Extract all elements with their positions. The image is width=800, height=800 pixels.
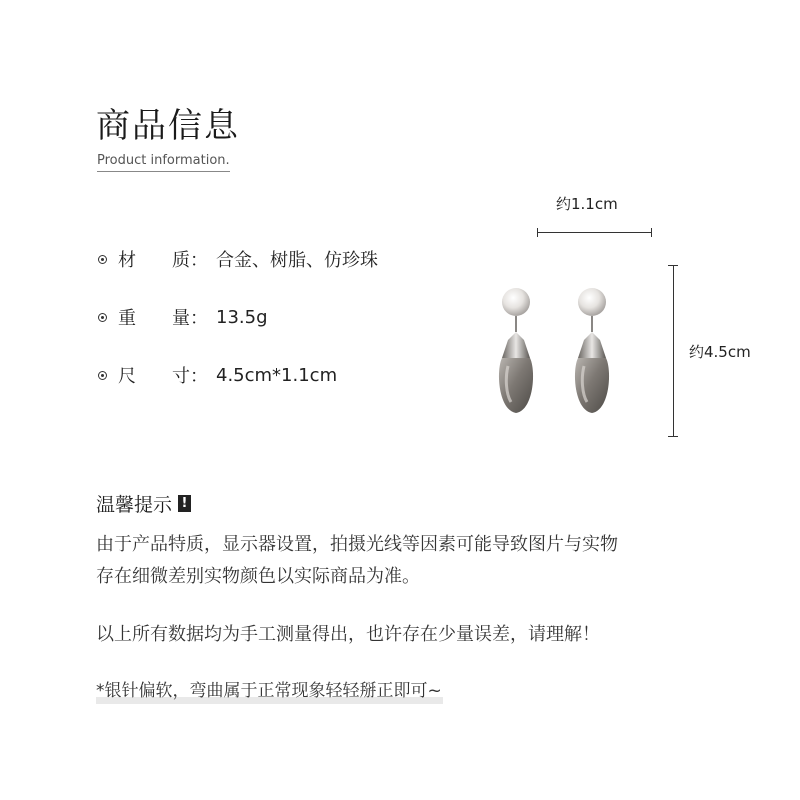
earrings-product-image bbox=[480, 270, 640, 430]
left-earring bbox=[499, 288, 533, 413]
spec-row-material bbox=[98, 246, 378, 272]
notice-paragraph: 以上所有数据均为手工测量得出，也许存在少量误差，请理解！ bbox=[96, 624, 600, 645]
width-dimension-line bbox=[537, 232, 652, 233]
page-subtitle: Product information. bbox=[97, 153, 230, 172]
width-dimension-tick bbox=[537, 228, 538, 237]
notice-title: 温馨提示 ! bbox=[96, 490, 191, 517]
height-dimension-line bbox=[673, 265, 674, 437]
height-dimension-label: 约4.5cm bbox=[689, 343, 751, 361]
bullet-icon bbox=[98, 371, 107, 380]
notice-paragraph-line: 存在细微差别实物颜色以实际商品为准。 bbox=[96, 566, 420, 587]
bullet-icon bbox=[98, 255, 107, 264]
spec-row-size bbox=[98, 362, 337, 388]
spec-label: 重 量： bbox=[118, 308, 208, 329]
page-title: 商品信息 bbox=[96, 106, 240, 146]
exclamation-icon: ! bbox=[178, 495, 191, 512]
spec-label: 材 质： bbox=[118, 250, 208, 271]
spec-label: 尺 寸： bbox=[118, 366, 208, 387]
width-dimension-label: 约1.1cm bbox=[556, 195, 618, 213]
footnote: *银针偏软，弯曲属于正常现象轻轻掰正即可~ bbox=[96, 681, 442, 701]
height-dimension-tick bbox=[668, 265, 678, 266]
bullet-icon bbox=[98, 313, 107, 322]
notice-paragraph-line: 由于产品特质，显示器设置，拍摄光线等因素可能导致图片与实物 bbox=[96, 534, 618, 555]
spec-value-size: 4.5cm*1.1cm bbox=[216, 364, 338, 386]
spec-row-weight bbox=[98, 304, 268, 330]
pearl-stud bbox=[578, 288, 606, 316]
resin-drop bbox=[575, 358, 609, 413]
resin-drop bbox=[499, 358, 533, 413]
spec-value-weight: 13.5g bbox=[216, 306, 268, 328]
metal-cap bbox=[502, 332, 530, 358]
right-earring bbox=[575, 288, 609, 413]
pearl-stud bbox=[502, 288, 530, 316]
metal-cap bbox=[578, 332, 606, 358]
width-dimension-tick bbox=[651, 228, 652, 237]
height-dimension-tick bbox=[668, 436, 678, 437]
spec-value-material: 合金、树脂、仿珍珠 bbox=[216, 250, 378, 271]
